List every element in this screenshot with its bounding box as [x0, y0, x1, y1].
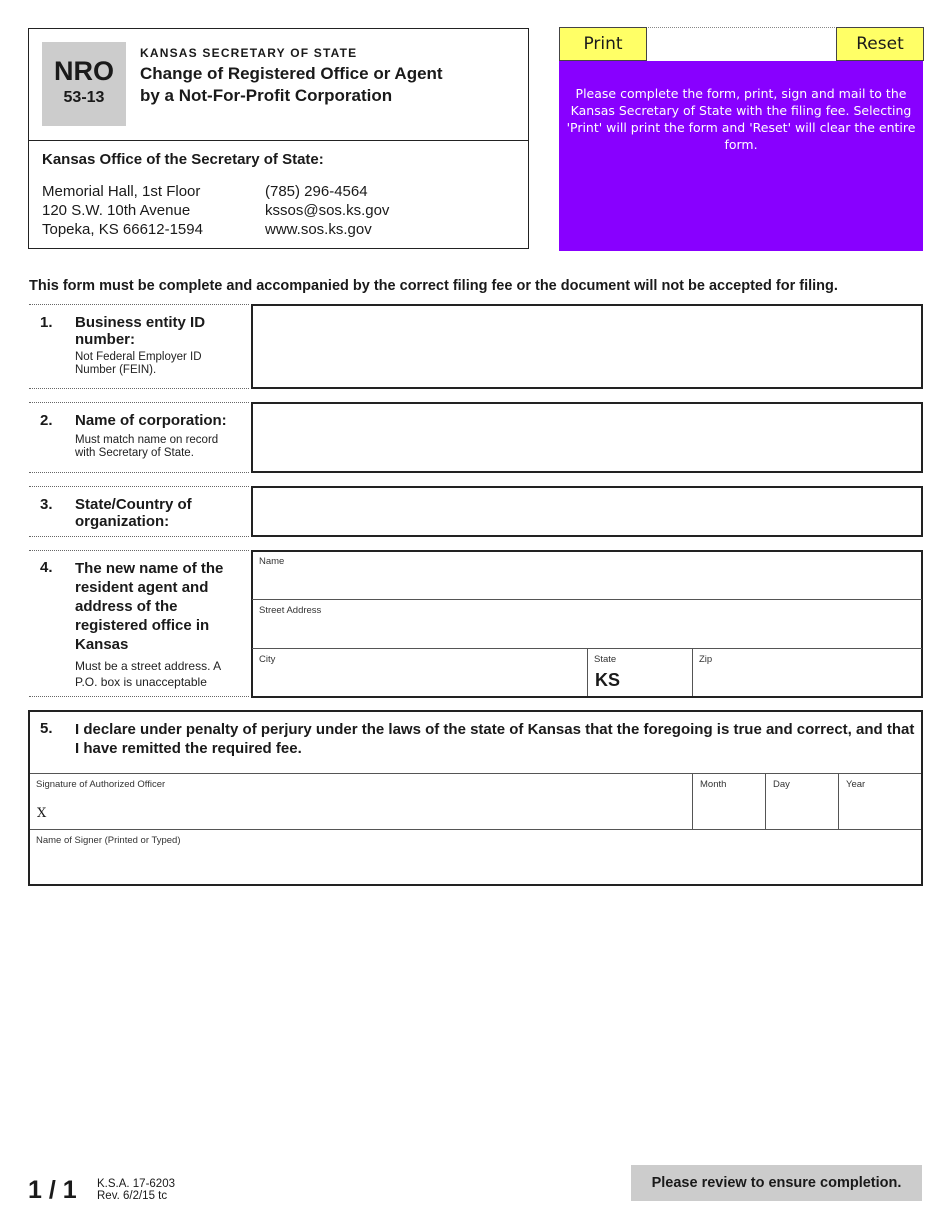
header-divider	[28, 140, 529, 141]
state-label: State	[594, 654, 617, 665]
email-address: kssos@sos.ks.gov	[265, 202, 390, 219]
year-label: Year	[846, 779, 866, 790]
city-label: City	[259, 654, 276, 665]
signature-label: Signature of Authorized Officer	[36, 779, 166, 790]
item-number: 4.	[40, 559, 53, 576]
signer-name-input[interactable]	[30, 831, 921, 884]
day-input[interactable]	[767, 775, 837, 828]
dotted-divider	[29, 536, 249, 537]
field-divider	[30, 829, 921, 830]
corporation-name-input[interactable]	[251, 402, 923, 473]
street-address-label: Street Address	[259, 605, 322, 616]
statute-reference: K.S.A. 17-6203	[97, 1178, 175, 1190]
instructions-text: Please complete the form, print, sign and mail to the Kansas Secretary of State with the filing fee. Selecting 'Print' will print the form and 'Reset' will clear the entire form.	[566, 86, 916, 152]
signature-mark: X	[37, 806, 47, 821]
form-code: NRO	[54, 56, 114, 86]
corporation-name-label: Name of corporation:	[75, 412, 227, 429]
month-label: Month	[700, 779, 727, 790]
item-number: 5.	[40, 720, 53, 737]
signature-field[interactable]	[30, 775, 691, 828]
revision-date: Rev. 6/2/15 tc	[97, 1190, 168, 1202]
field-divider	[838, 773, 839, 829]
agency-name: KANSAS SECRETARY OF STATE	[140, 46, 358, 60]
dotted-divider	[29, 472, 249, 473]
field-divider	[30, 773, 921, 774]
dotted-divider	[29, 402, 249, 403]
zip-input[interactable]	[693, 650, 921, 696]
office-heading: Kansas Office of the Secretary of State:	[42, 151, 324, 168]
reset-button[interactable]: Reset	[836, 27, 924, 61]
resident-agent-label: The new name of the resident agent and address of the registered office in Kansas	[75, 560, 224, 653]
form-number: 53-13	[63, 89, 105, 106]
state-input[interactable]	[588, 650, 691, 696]
review-banner: Please review to ensure completion.	[631, 1165, 922, 1201]
dotted-divider	[29, 486, 249, 487]
phone-number: (785) 296-4564	[265, 183, 368, 200]
corporation-name-hint: Must match name on record with Secretary of State.	[75, 434, 219, 459]
agent-name-label: Name	[259, 556, 285, 567]
year-input[interactable]	[840, 775, 921, 828]
street-address-input[interactable]	[253, 601, 921, 647]
city-input[interactable]	[253, 650, 586, 696]
field-divider	[692, 773, 693, 829]
declaration-text: I declare under penalty of perjury under the laws of the state of Kansas that the foregoing is true and correct, and that I have remitted the required fee.	[75, 721, 915, 757]
day-label: Day	[773, 779, 790, 790]
address-line: Memorial Hall, 1st Floor	[42, 183, 201, 200]
month-input[interactable]	[694, 775, 764, 828]
item-number: 1.	[40, 314, 53, 331]
address-line: Topeka, KS 66612-1594	[42, 221, 203, 238]
dotted-divider	[29, 696, 249, 697]
website-link[interactable]: www.sos.ks.gov	[265, 221, 372, 238]
zip-label: Zip	[699, 654, 713, 665]
signer-name-label: Name of Signer (Printed or Typed)	[36, 835, 181, 846]
state-value: KS	[595, 670, 621, 690]
page-indicator: 1 / 1	[28, 1176, 77, 1204]
entity-id-hint: Not Federal Employer ID Number (FEIN).	[75, 351, 202, 376]
state-country-input[interactable]	[251, 486, 923, 537]
item-number: 3.	[40, 496, 53, 513]
field-divider	[252, 599, 922, 600]
item-number: 2.	[40, 412, 53, 429]
print-button[interactable]: Print	[559, 27, 647, 61]
filing-notice: This form must be complete and accompanied by the correct filing fee or the document will not be accepted for filing.	[29, 278, 838, 294]
dotted-divider	[29, 550, 249, 551]
form-code-badge	[42, 42, 126, 126]
agent-name-input[interactable]	[253, 552, 921, 598]
entity-id-input[interactable]	[251, 304, 923, 389]
entity-id-label: Business entity ID number:	[75, 314, 206, 348]
form-title-line-2: by a Not-For-Profit Corporation	[140, 86, 393, 105]
field-divider	[765, 773, 766, 829]
address-line: 120 S.W. 10th Avenue	[42, 202, 191, 219]
dotted-divider	[29, 304, 249, 305]
state-country-label: State/Country of organization:	[75, 496, 192, 530]
form-title-line-1: Change of Registered Office or Agent	[140, 64, 443, 83]
dotted-divider	[29, 388, 249, 389]
button-bar-divider	[648, 27, 835, 28]
resident-agent-hint: Must be a street address. A P.O. box is unacceptable	[75, 659, 221, 689]
